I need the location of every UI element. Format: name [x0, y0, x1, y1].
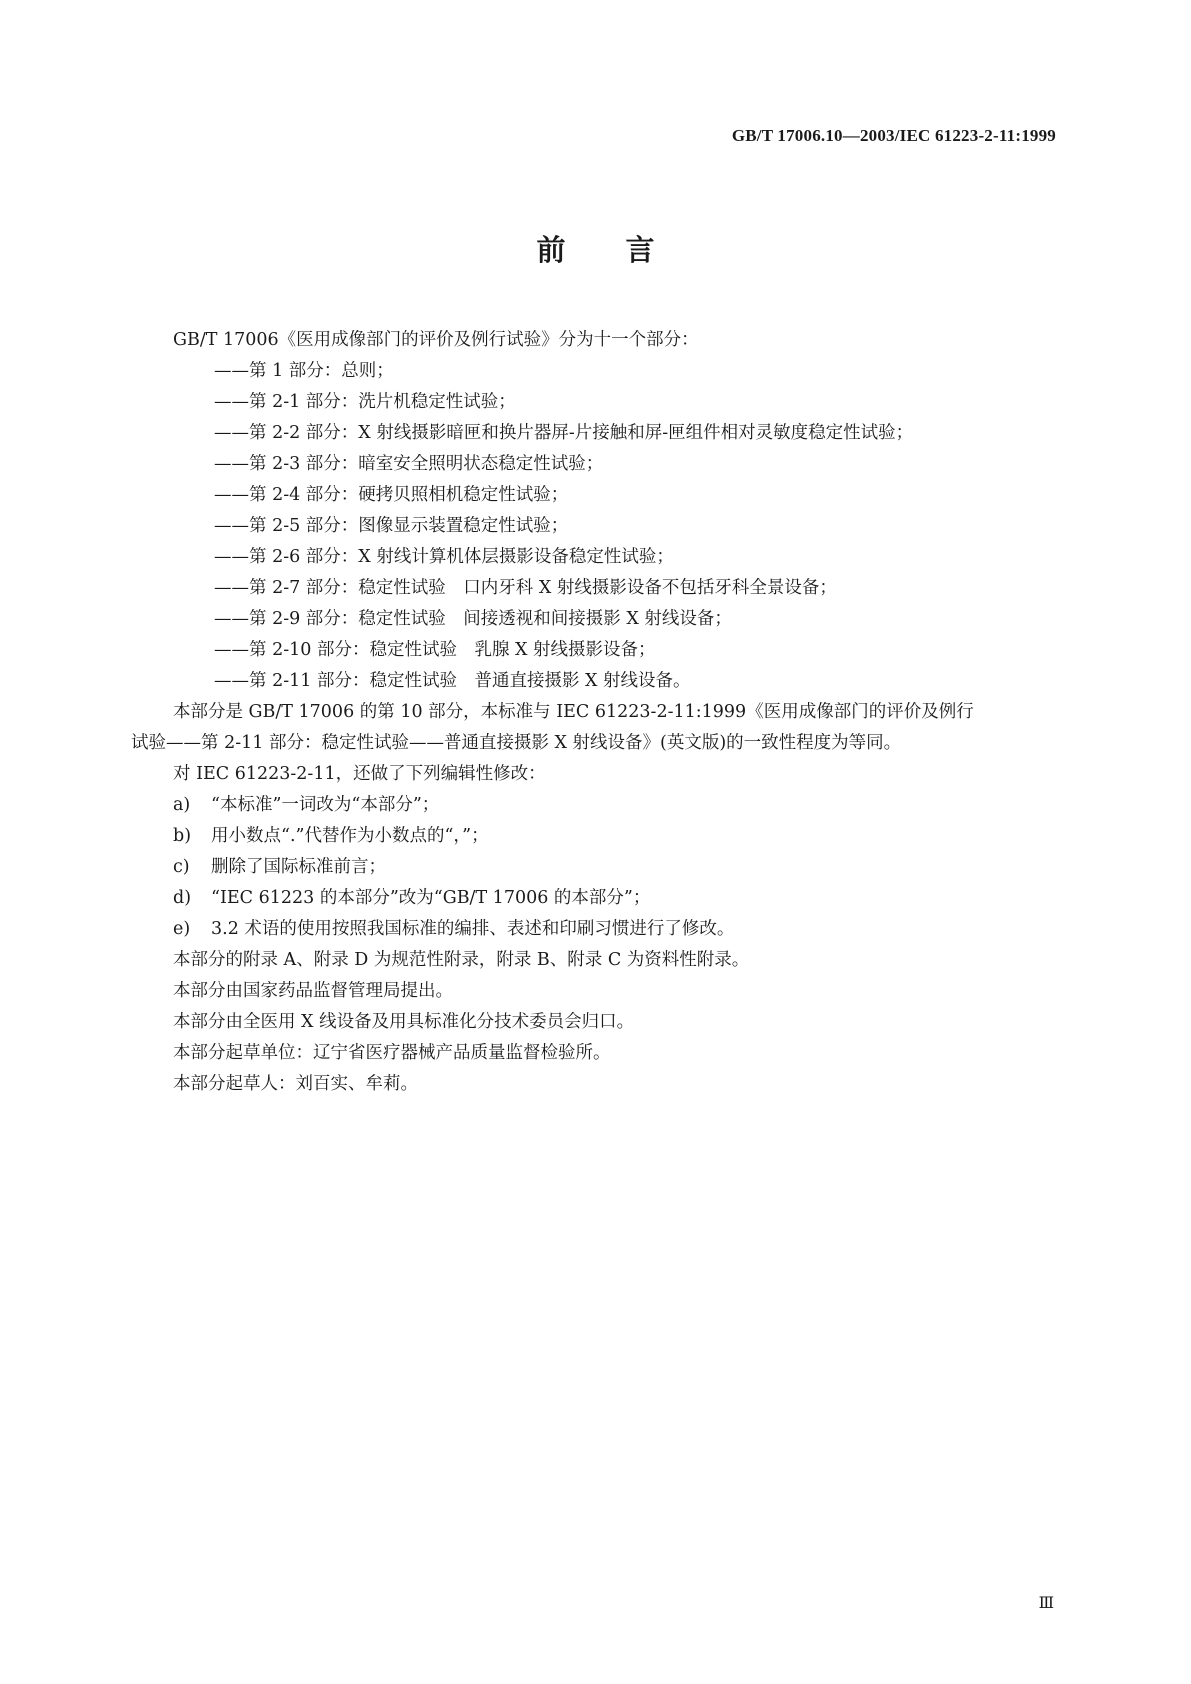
edit-item-text: “IEC 61223 的本部分”改为“GB/T 17006 的本部分”；: [211, 888, 651, 908]
standard-number-header: GB/T 17006.10—2003/IEC 61223-2-11:1999: [731, 126, 1056, 145]
part-item: ——第 2-5 部分：图像显示装置稳定性试验；: [214, 516, 569, 536]
closing-paragraph: 本部分的附录 A、附录 D 为规范性附录，附录 B、附录 C 为资料性附录。: [173, 950, 750, 970]
edit-item: [131, 790, 1071, 821]
edit-item-text: 用小数点“.”代替作为小数点的“，”；: [211, 826, 489, 846]
edit-item-label: d): [173, 888, 192, 908]
part-item: ——第 2-7 部分：稳定性试验 口内牙科 X 射线摄影设备不包括牙科全景设备；: [214, 578, 837, 598]
closing-paragraph: 本部分由全医用 X 线设备及用具标准化分技术委员会归口。: [173, 1012, 635, 1032]
edits-intro: 对 IEC 61223-2-11，还做了下列编辑性修改：: [173, 764, 546, 784]
relation-paragraph-line1: 本部分是 GB/T 17006 的第 10 部分，本标准与 IEC 61223-2-11:1999《医用成像部门的评价及例行: [173, 702, 974, 722]
page-number: Ⅲ: [1038, 1595, 1054, 1612]
edit-item-label: b): [173, 826, 192, 846]
edit-item-text: “本标准”一词改为“本部分”；: [211, 795, 440, 815]
part-item: ——第 2-3 部分：暗室安全照明状态稳定性试验；: [214, 454, 604, 474]
part-item: ——第 1 部分：总则；: [214, 361, 394, 381]
part-item: ——第 2-2 部分：X 射线摄影暗匣和换片器屏-片接触和屏-匣组件相对灵敏度稳定性试验；: [214, 423, 914, 443]
part-item: ——第 2-1 部分：洗片机稳定性试验；: [214, 392, 516, 412]
edit-item-label: a): [173, 795, 191, 815]
edit-item-text: 删除了国际标准前言；: [211, 857, 386, 877]
page-title: 前言: [536, 233, 715, 267]
edit-item: [131, 852, 1071, 883]
part-item: ——第 2-6 部分：X 射线计算机体层摄影设备稳定性试验；: [214, 547, 674, 567]
relation-paragraph-line2: 试验——第 2-11 部分：稳定性试验——普通直接摄影 X 射线设备》(英文版)的一致性程度为等同。: [131, 733, 902, 753]
foreword-body: [131, 325, 1071, 1100]
edit-item-text: 3.2 术语的使用按照我国标准的编排、表述和印刷习惯进行了修改。: [211, 919, 735, 939]
closing-paragraph: 本部分起草单位：辽宁省医疗器械产品质量监督检验所。: [173, 1043, 611, 1063]
part-item: ——第 2-4 部分：硬拷贝照相机稳定性试验；: [214, 485, 569, 505]
edit-item: [131, 914, 1071, 945]
edit-item: [131, 821, 1071, 852]
closing-paragraph: 本部分由国家药品监督管理局提出。: [173, 981, 453, 1001]
intro-paragraph: GB/T 17006《医用成像部门的评价及例行试验》分为十一个部分：: [173, 330, 699, 350]
edit-item: [131, 883, 1071, 914]
edit-item-label: c): [173, 857, 190, 877]
edit-item-label: e): [173, 919, 191, 939]
closing-paragraph: 本部分起草人：刘百实、牟莉。: [173, 1074, 418, 1094]
part-item: ——第 2-9 部分：稳定性试验 间接透视和间接摄影 X 射线设备；: [214, 609, 732, 629]
part-item: ——第 2-11 部分：稳定性试验 普通直接摄影 X 射线设备。: [214, 671, 691, 691]
part-item: ——第 2-10 部分：稳定性试验 乳腺 X 射线摄影设备；: [214, 640, 656, 660]
